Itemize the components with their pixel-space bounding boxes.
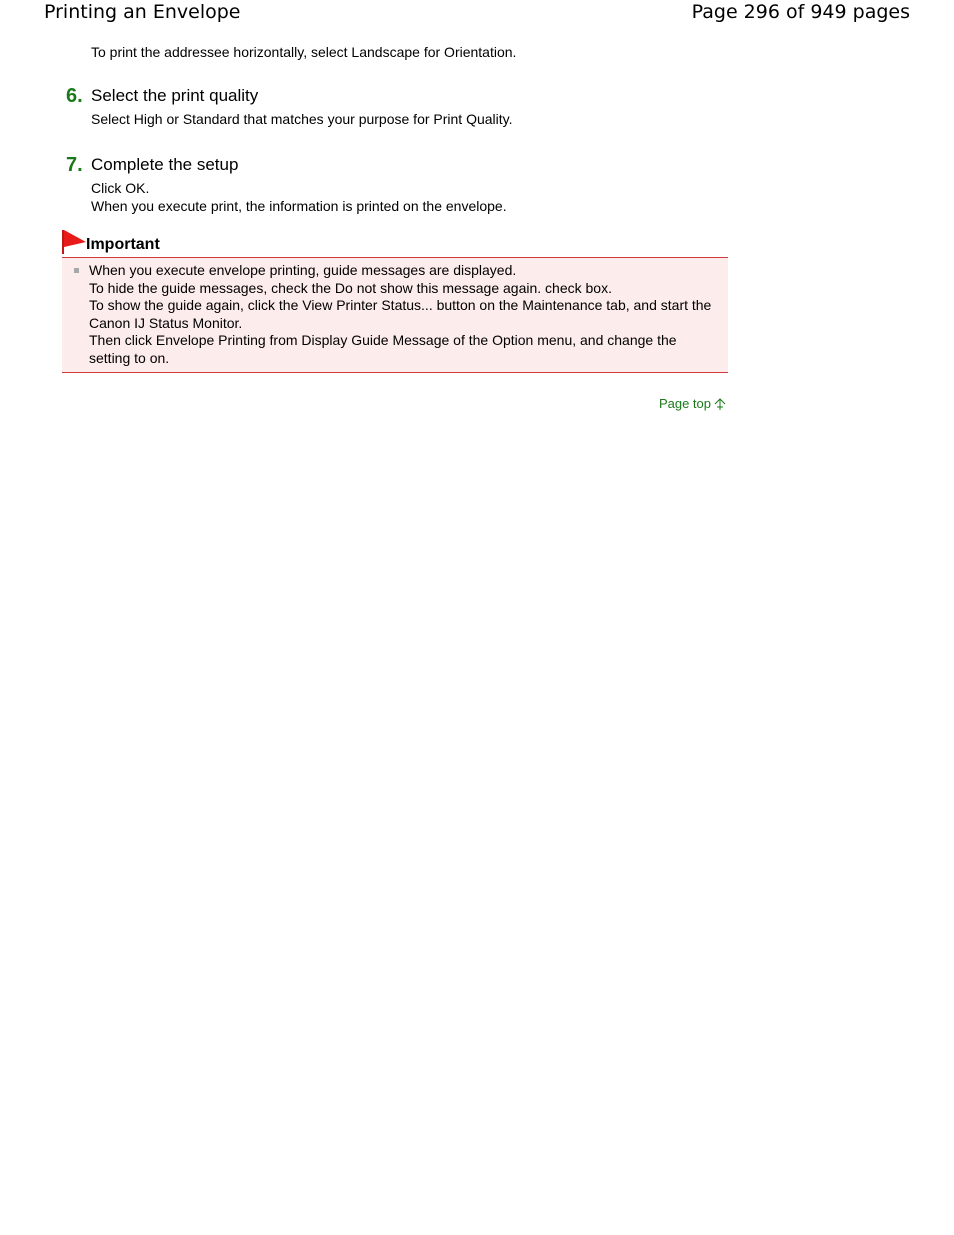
step-7	[66, 154, 746, 224]
important-line: To show the guide again, click the View Printer Status... button on the Maintenance tab, and start the	[89, 297, 712, 313]
step-number: 7.	[66, 154, 83, 176]
important-title: Important	[86, 236, 160, 253]
step-body-line: Select High or Standard that matches your purpose for Print Quality.	[91, 111, 513, 127]
important-box	[62, 258, 728, 373]
step-body-line: Click OK.	[91, 180, 150, 196]
intro-text: To print the addressee horizontally, select Landscape for Orientation.	[91, 44, 517, 60]
step-body	[91, 110, 513, 128]
page-top-link[interactable]	[659, 396, 726, 412]
page-top-label: Page top	[658, 396, 711, 411]
page-header-title: Printing an Envelope	[44, 1, 241, 23]
important-section	[62, 229, 728, 373]
step-6	[66, 85, 746, 135]
page-count: Page 296 of 949 pages	[691, 1, 910, 23]
important-line: When you execute envelope printing, guide messages are displayed.	[89, 262, 517, 278]
flag-icon	[62, 229, 88, 255]
arrow-up-icon	[714, 397, 726, 411]
important-line: To hide the guide messages, check the Do not show this message again. check box.	[89, 279, 612, 296]
important-item	[72, 262, 720, 367]
step-body-line: When you execute print, the information is printed on the envelope.	[91, 198, 507, 214]
bullet-icon	[74, 268, 79, 273]
step-heading: Select the print quality	[91, 86, 259, 105]
important-line: Canon IJ Status Monitor.	[89, 314, 243, 331]
important-line: setting to on.	[89, 349, 170, 366]
step-heading: Complete the setup	[91, 155, 239, 174]
important-line: Then click Envelope Printing from Display Guide Message of the Option menu, and change the	[89, 332, 677, 348]
step-body	[91, 179, 507, 215]
step-number: 6.	[66, 85, 83, 107]
important-title-row	[62, 229, 728, 258]
